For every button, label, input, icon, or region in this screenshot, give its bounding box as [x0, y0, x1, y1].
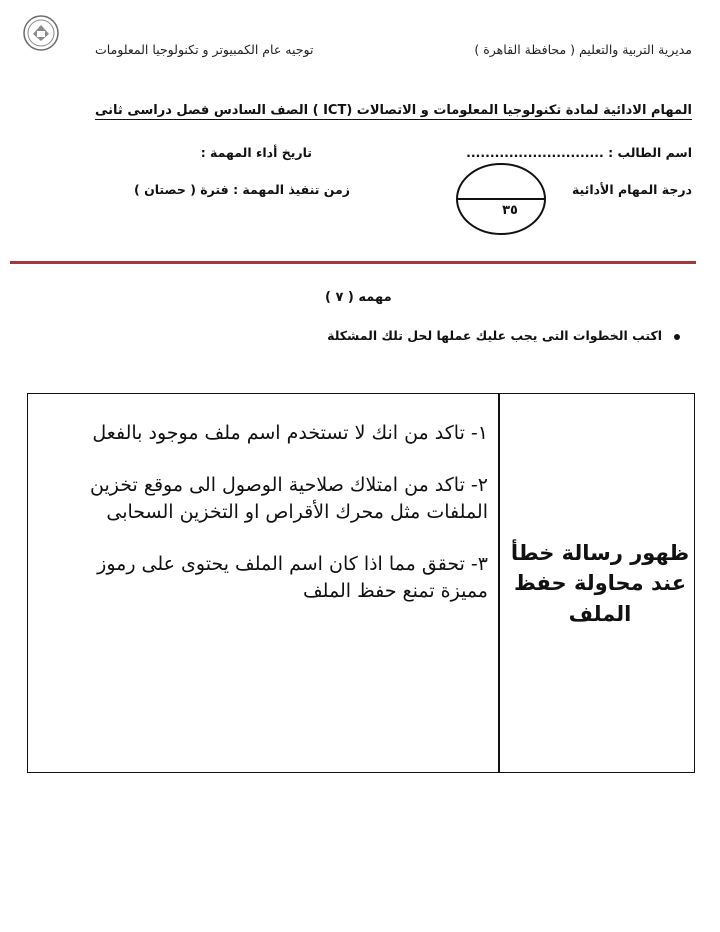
- instruction-text: اكتب الخطوات التى يجب عليك عملها لحل تلك المشكلة: [327, 328, 662, 343]
- list-item: ١- تاكد من انك لا تستخدم اسم ملف موجود بالفعل: [92, 422, 488, 444]
- section-divider: [10, 261, 696, 264]
- egypt-ministry-emblem-icon: [22, 14, 60, 52]
- max-score: ٣٥: [502, 203, 518, 218]
- score-circle: [455, 162, 547, 240]
- duration-field: زمن تنفيذ المهمة : فترة ( حصتان ): [134, 182, 350, 197]
- title-text: المهام الادائية لمادة تكنولوجيا المعلومات و الاتصالات (ICT ) الصف السادس فصل دراسى ثانى: [95, 103, 692, 118]
- table-column-divider: [498, 393, 500, 773]
- student-name-field: اسم الطالب : .............................: [466, 145, 692, 160]
- page-title: [52, 103, 692, 118]
- list-item: ٢- تاكد من امتلاك صلاحية الوصول الى موقع تخزين الملفات مثل محرك الأقراص او التخزين السحابى: [90, 473, 488, 524]
- task-heading: مهمه ( ٧ ): [325, 290, 392, 305]
- grade-label: درجة المهام الأدائية: [571, 182, 692, 197]
- list-item: ٣- تحقق مما اذا كان اسم الملف يحتوى على رموز مميزة تمنع حفظ الملف: [97, 552, 488, 603]
- task-date-field: تاريخ أداء المهمة :: [200, 145, 312, 160]
- bullet-icon: [674, 334, 680, 340]
- directorate-label: مديرية التربية والتعليم ( محافظة القاهرة ): [474, 42, 692, 57]
- instruction-row: [327, 328, 680, 343]
- problem-cell: ظهور رسالة خطأ عند محاولة حفظ الملف: [510, 541, 690, 626]
- steps-cell: [58, 420, 488, 630]
- department-label: توجيه عام الكمبيوتر و تكنولوجيا المعلومات: [95, 42, 314, 57]
